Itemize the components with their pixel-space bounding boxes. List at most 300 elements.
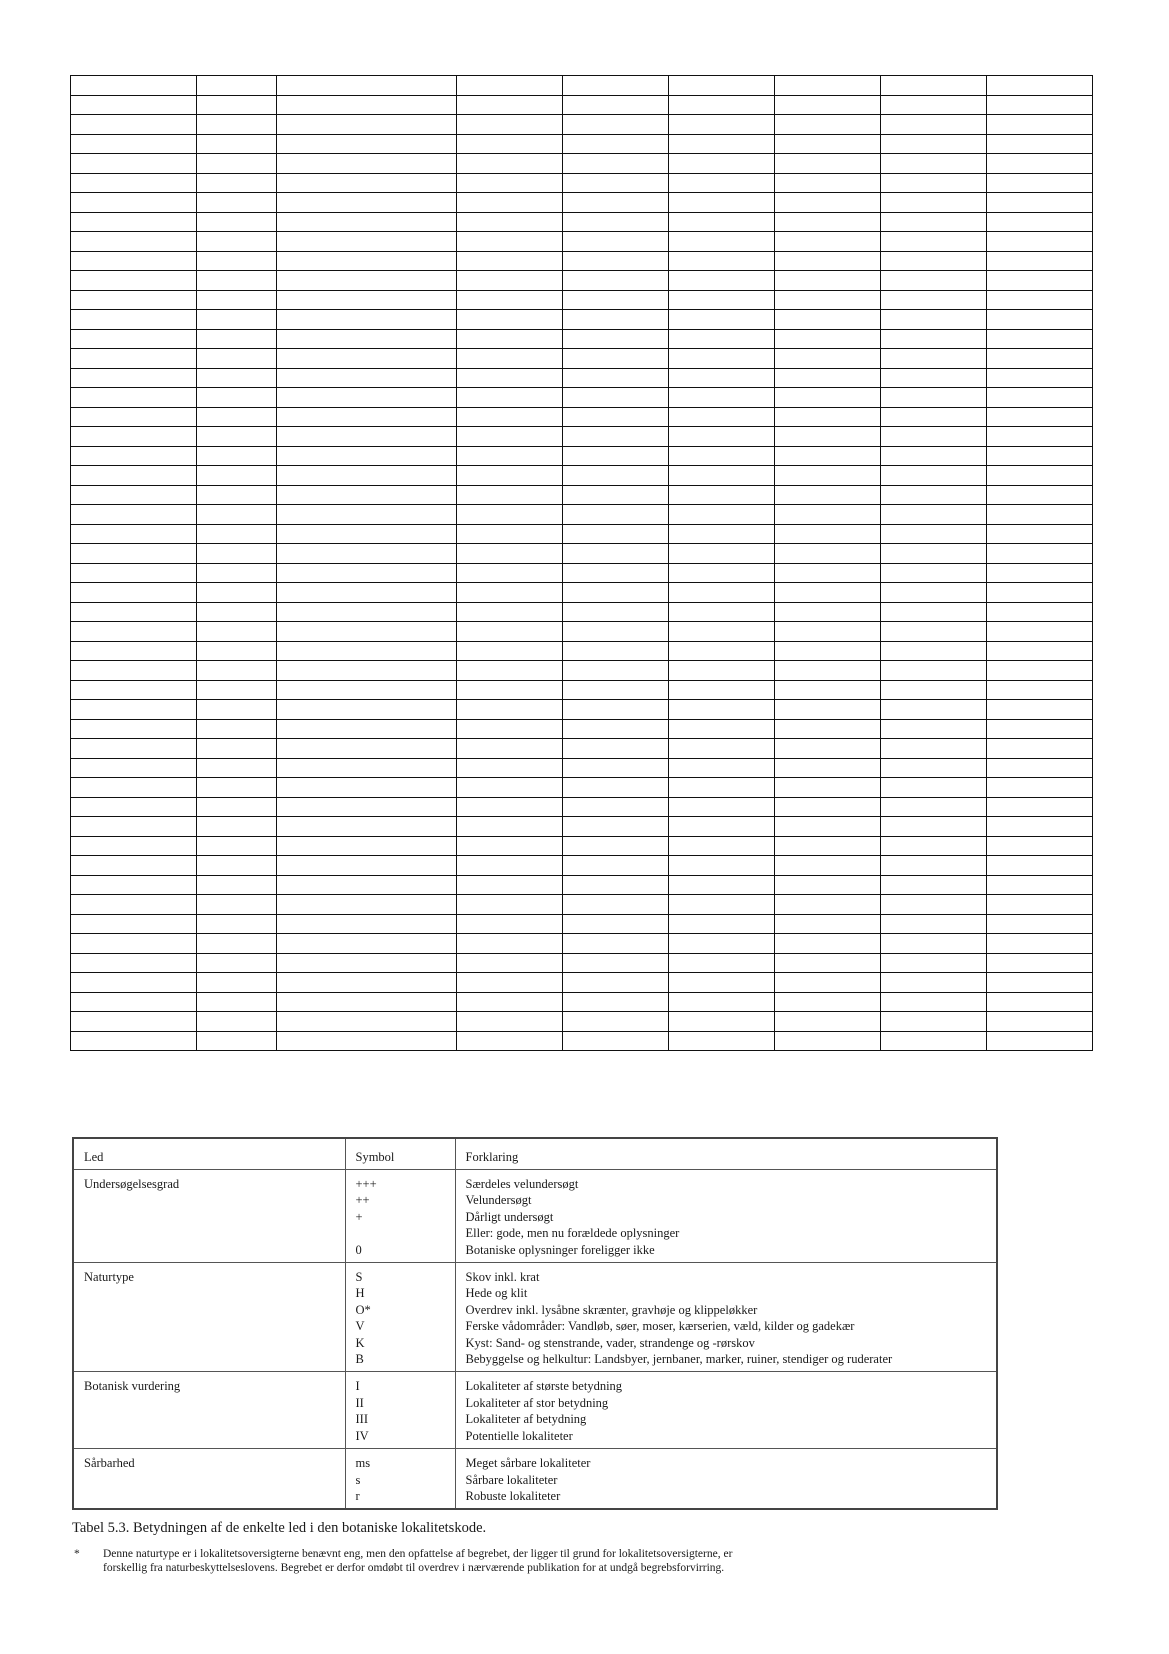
grid-cell — [71, 310, 197, 330]
grid-cell — [563, 856, 669, 876]
grid-cell — [669, 310, 775, 330]
grid-cell — [457, 973, 563, 993]
grid-cell — [71, 856, 197, 876]
grid-cell — [197, 329, 277, 349]
grid-cell — [881, 875, 987, 895]
grid-cell — [563, 641, 669, 661]
symbol-cell — [345, 1263, 455, 1372]
grid-cell — [563, 973, 669, 993]
grid-cell — [881, 602, 987, 622]
grid-cell — [457, 446, 563, 466]
grid-cell — [669, 505, 775, 525]
grid-cell — [71, 115, 197, 135]
grid-cell — [71, 797, 197, 817]
grid-cell — [197, 368, 277, 388]
grid-cell — [563, 173, 669, 193]
grid-cell — [563, 914, 669, 934]
grid-cell — [669, 817, 775, 837]
grid-cell — [881, 953, 987, 973]
grid-cell — [775, 797, 881, 817]
grid-cell — [457, 134, 563, 154]
grid-cell — [457, 485, 563, 505]
grid-cell — [563, 154, 669, 174]
grid-cell — [71, 505, 197, 525]
grid-cell — [197, 310, 277, 330]
grid-cell — [775, 1012, 881, 1032]
grid-row — [71, 778, 1093, 798]
grid-cell — [71, 622, 197, 642]
grid-cell — [669, 232, 775, 252]
grid-cell — [563, 680, 669, 700]
grid-cell — [197, 836, 277, 856]
grid-cell — [669, 1031, 775, 1051]
grid-cell — [881, 388, 987, 408]
grid-cell — [71, 76, 197, 96]
explanation-cell — [455, 1449, 997, 1510]
grid-cell — [71, 602, 197, 622]
grid-cell — [277, 563, 457, 583]
symbol: s — [355, 1472, 361, 1487]
grid-cell — [563, 739, 669, 759]
grid-cell — [881, 758, 987, 778]
grid-cell — [197, 641, 277, 661]
grid-cell — [197, 1012, 277, 1032]
grid-cell — [775, 914, 881, 934]
grid-cell — [197, 251, 277, 271]
grid-cell — [457, 524, 563, 544]
grid-cell — [881, 583, 987, 603]
symbol: ms — [355, 1456, 371, 1471]
grid-cell — [881, 407, 987, 427]
grid-cell — [987, 1031, 1093, 1051]
grid-cell — [563, 544, 669, 564]
grid-cell — [457, 758, 563, 778]
grid-cell — [457, 778, 563, 798]
grid-row — [71, 875, 1093, 895]
grid-cell — [197, 290, 277, 310]
grid-cell — [669, 583, 775, 603]
grid-cell — [669, 739, 775, 759]
grid-cell — [881, 427, 987, 447]
grid-cell — [71, 661, 197, 681]
grid-cell — [881, 446, 987, 466]
grid-cell — [987, 992, 1093, 1012]
grid-cell — [277, 134, 457, 154]
grid-row — [71, 1012, 1093, 1032]
grid-row — [71, 349, 1093, 369]
grid-row — [71, 583, 1093, 603]
grid-cell — [197, 583, 277, 603]
grid-cell — [71, 251, 197, 271]
header-led: Led — [73, 1138, 345, 1170]
grid-cell — [775, 115, 881, 135]
grid-cell — [669, 134, 775, 154]
grid-cell — [987, 973, 1093, 993]
symbol: IV — [355, 1428, 369, 1443]
grid-cell — [775, 154, 881, 174]
grid-cell — [277, 895, 457, 915]
grid-cell — [669, 95, 775, 115]
grid-cell — [277, 212, 457, 232]
grid-cell — [881, 973, 987, 993]
grid-cell — [71, 349, 197, 369]
grid-cell — [563, 563, 669, 583]
grid-row — [71, 817, 1093, 837]
grid-cell — [881, 310, 987, 330]
grid-cell — [775, 817, 881, 837]
explanation: Hede og klit — [465, 1286, 528, 1301]
grid-row — [71, 232, 1093, 252]
grid-cell — [987, 856, 1093, 876]
grid-cell — [881, 895, 987, 915]
explanation: Lokaliteter af stor betydning — [465, 1395, 609, 1410]
grid-cell — [987, 193, 1093, 213]
grid-cell — [775, 973, 881, 993]
legend-row-undersogelsesgrad — [73, 1170, 997, 1263]
grid-cell — [669, 349, 775, 369]
grid-cell — [563, 95, 669, 115]
grid-cell — [457, 95, 563, 115]
grid-cell — [197, 349, 277, 369]
grid-cell — [71, 427, 197, 447]
grid-row — [71, 271, 1093, 291]
grid-cell — [277, 758, 457, 778]
grid-row — [71, 739, 1093, 759]
explanation: Velundersøgt — [465, 1193, 532, 1208]
grid-cell — [563, 115, 669, 135]
grid-row — [71, 446, 1093, 466]
grid-cell — [457, 251, 563, 271]
explanation: Dårligt undersøgt — [465, 1209, 554, 1224]
grid-cell — [71, 1031, 197, 1051]
legend-row-sarbarhed — [73, 1449, 997, 1510]
grid-cell — [987, 797, 1093, 817]
grid-cell — [197, 95, 277, 115]
header-forklaring: Forklaring — [455, 1138, 997, 1170]
grid-cell — [669, 368, 775, 388]
grid-cell — [563, 349, 669, 369]
grid-cell — [457, 914, 563, 934]
grid-cell — [987, 719, 1093, 739]
symbol: +++ — [355, 1177, 377, 1191]
grid-cell — [277, 700, 457, 720]
grid-cell — [775, 505, 881, 525]
grid-cell — [775, 212, 881, 232]
grid-cell — [277, 875, 457, 895]
grid-cell — [881, 836, 987, 856]
grid-cell — [277, 661, 457, 681]
grid-cell — [775, 368, 881, 388]
grid-cell — [563, 895, 669, 915]
grid-cell — [987, 778, 1093, 798]
explanation: Kyst: Sand- og stenstrande, vader, strandenge og -rørskov — [465, 1335, 755, 1350]
grid-row — [71, 836, 1093, 856]
grid-cell — [277, 310, 457, 330]
grid-cell — [197, 76, 277, 96]
grid-cell — [71, 329, 197, 349]
grid-cell — [277, 115, 457, 135]
grid-cell — [881, 1031, 987, 1051]
grid-cell — [71, 193, 197, 213]
grid-cell — [881, 134, 987, 154]
grid-cell — [881, 641, 987, 661]
grid-cell — [881, 466, 987, 486]
grid-cell — [457, 271, 563, 291]
grid-cell — [987, 95, 1093, 115]
footnote-text — [103, 1548, 732, 1575]
explanation-cell — [455, 1263, 997, 1372]
grid-cell — [71, 1012, 197, 1032]
symbol: B — [355, 1352, 364, 1367]
symbol-cell — [345, 1170, 455, 1263]
grid-cell — [457, 232, 563, 252]
grid-cell — [197, 427, 277, 447]
grid-cell — [881, 212, 987, 232]
grid-row — [71, 953, 1093, 973]
grid-cell — [457, 427, 563, 447]
grid-cell — [775, 76, 881, 96]
grid-cell — [775, 563, 881, 583]
grid-cell — [669, 115, 775, 135]
grid-cell — [669, 992, 775, 1012]
grid-cell — [881, 661, 987, 681]
grid-cell — [457, 76, 563, 96]
explanation: Lokaliteter af betydning — [465, 1412, 587, 1427]
grid-cell — [563, 719, 669, 739]
grid-cell — [669, 797, 775, 817]
grid-row — [71, 758, 1093, 778]
grid-cell — [563, 407, 669, 427]
grid-cell — [987, 368, 1093, 388]
grid-cell — [775, 1031, 881, 1051]
grid-cell — [775, 836, 881, 856]
grid-cell — [277, 485, 457, 505]
grid-cell — [775, 407, 881, 427]
grid-row — [71, 680, 1093, 700]
grid-cell — [563, 700, 669, 720]
grid-cell — [457, 505, 563, 525]
grid-cell — [987, 388, 1093, 408]
explanation: Potentielle lokaliteter — [465, 1428, 573, 1443]
grid-cell — [987, 563, 1093, 583]
grid-cell — [775, 953, 881, 973]
grid-cell — [881, 232, 987, 252]
grid-cell — [71, 407, 197, 427]
grid-cell — [457, 719, 563, 739]
grid-cell — [277, 934, 457, 954]
grid-cell — [197, 271, 277, 291]
symbol: ++ — [355, 1193, 370, 1208]
grid-cell — [987, 1012, 1093, 1032]
grid-row — [71, 544, 1093, 564]
grid-cell — [881, 544, 987, 564]
grid-cell — [71, 290, 197, 310]
grid-cell — [987, 290, 1093, 310]
grid-cell — [563, 583, 669, 603]
grid-cell — [775, 602, 881, 622]
grid-cell — [197, 739, 277, 759]
grid-cell — [71, 836, 197, 856]
grid-cell — [563, 446, 669, 466]
grid-cell — [197, 115, 277, 135]
grid-cell — [71, 817, 197, 837]
grid-cell — [669, 661, 775, 681]
grid-cell — [669, 407, 775, 427]
grid-cell — [457, 154, 563, 174]
grid-cell — [277, 524, 457, 544]
grid-cell — [987, 485, 1093, 505]
grid-row — [71, 622, 1093, 642]
explanation: Lokaliteter af største betydning — [465, 1379, 623, 1394]
symbol: H — [355, 1286, 365, 1301]
grid-row — [71, 154, 1093, 174]
grid-cell — [881, 349, 987, 369]
grid-cell — [775, 271, 881, 291]
grid-cell — [197, 817, 277, 837]
grid-cell — [987, 466, 1093, 486]
grid-cell — [881, 934, 987, 954]
grid-cell — [669, 329, 775, 349]
grid-cell — [669, 251, 775, 271]
grid-cell — [987, 427, 1093, 447]
grid-cell — [197, 485, 277, 505]
grid-cell — [987, 154, 1093, 174]
grid-row — [71, 992, 1093, 1012]
grid-cell — [881, 95, 987, 115]
symbol-cell — [345, 1449, 455, 1510]
grid-cell — [197, 778, 277, 798]
grid-row — [71, 173, 1093, 193]
grid-cell — [277, 271, 457, 291]
grid-cell — [197, 134, 277, 154]
explanation-cell — [455, 1372, 997, 1449]
grid-cell — [987, 407, 1093, 427]
explanation: Botaniske oplysninger foreligger ikke — [465, 1242, 655, 1257]
grid-cell — [71, 758, 197, 778]
grid-cell — [987, 115, 1093, 135]
grid-cell — [197, 700, 277, 720]
grid-cell — [71, 388, 197, 408]
grid-cell — [71, 973, 197, 993]
grid-cell — [277, 1012, 457, 1032]
grid-cell — [881, 485, 987, 505]
grid-cell — [277, 76, 457, 96]
grid-cell — [197, 232, 277, 252]
grid-cell — [987, 817, 1093, 837]
grid-cell — [987, 310, 1093, 330]
grid-cell — [669, 622, 775, 642]
grid-cell — [277, 1031, 457, 1051]
grid-cell — [71, 700, 197, 720]
grid-cell — [775, 349, 881, 369]
grid-cell — [881, 1012, 987, 1032]
grid-cell — [71, 895, 197, 915]
grid-cell — [277, 836, 457, 856]
grid-row — [71, 466, 1093, 486]
grid-cell — [775, 95, 881, 115]
grid-cell — [775, 251, 881, 271]
grid-cell — [277, 953, 457, 973]
grid-cell — [71, 641, 197, 661]
grid-cell — [881, 914, 987, 934]
grid-cell — [277, 719, 457, 739]
grid-cell — [669, 973, 775, 993]
grid-row — [71, 700, 1093, 720]
grid-cell — [563, 1031, 669, 1051]
grid-cell — [71, 739, 197, 759]
grid-cell — [881, 739, 987, 759]
grid-cell — [197, 973, 277, 993]
grid-cell — [457, 739, 563, 759]
grid-row — [71, 563, 1093, 583]
grid-cell — [71, 368, 197, 388]
grid-cell — [277, 95, 457, 115]
grid-cell — [457, 622, 563, 642]
grid-cell — [197, 602, 277, 622]
grid-cell — [457, 1012, 563, 1032]
led-label: Naturtype — [73, 1263, 345, 1372]
grid-cell — [987, 602, 1093, 622]
grid-cell — [71, 992, 197, 1012]
grid-cell — [563, 602, 669, 622]
grid-cell — [197, 407, 277, 427]
grid-cell — [563, 427, 669, 447]
grid-cell — [881, 271, 987, 291]
grid-row — [71, 95, 1093, 115]
grid-cell — [457, 934, 563, 954]
grid-cell — [669, 778, 775, 798]
grid-cell — [775, 544, 881, 564]
grid-cell — [71, 485, 197, 505]
grid-cell — [277, 329, 457, 349]
grid-cell — [71, 875, 197, 895]
grid-cell — [669, 427, 775, 447]
grid-cell — [457, 817, 563, 837]
grid-cell — [71, 583, 197, 603]
grid-cell — [775, 856, 881, 876]
grid-cell — [775, 388, 881, 408]
grid-cell — [669, 193, 775, 213]
grid-cell — [669, 290, 775, 310]
grid-cell — [669, 836, 775, 856]
grid-cell — [277, 602, 457, 622]
grid-cell — [197, 758, 277, 778]
grid-cell — [669, 154, 775, 174]
grid-row — [71, 134, 1093, 154]
grid-cell — [775, 290, 881, 310]
grid-cell — [775, 641, 881, 661]
grid-cell — [775, 992, 881, 1012]
grid-cell — [987, 622, 1093, 642]
grid-cell — [563, 232, 669, 252]
grid-cell — [881, 154, 987, 174]
grid-cell — [775, 719, 881, 739]
grid-row — [71, 719, 1093, 739]
grid-cell — [669, 934, 775, 954]
grid-cell — [669, 212, 775, 232]
grid-cell — [987, 700, 1093, 720]
grid-cell — [457, 115, 563, 135]
grid-cell — [277, 173, 457, 193]
explanation: Særdeles velundersøgt — [465, 1177, 579, 1191]
grid-row — [71, 1031, 1093, 1051]
grid-cell — [71, 232, 197, 252]
grid-cell — [669, 875, 775, 895]
grid-cell — [277, 778, 457, 798]
grid-row — [71, 388, 1093, 408]
table-caption: Tabel 5.3. Betydningen af de enkelte led i den botaniske lokalitetskode. — [72, 1520, 487, 1536]
grid-cell — [881, 700, 987, 720]
